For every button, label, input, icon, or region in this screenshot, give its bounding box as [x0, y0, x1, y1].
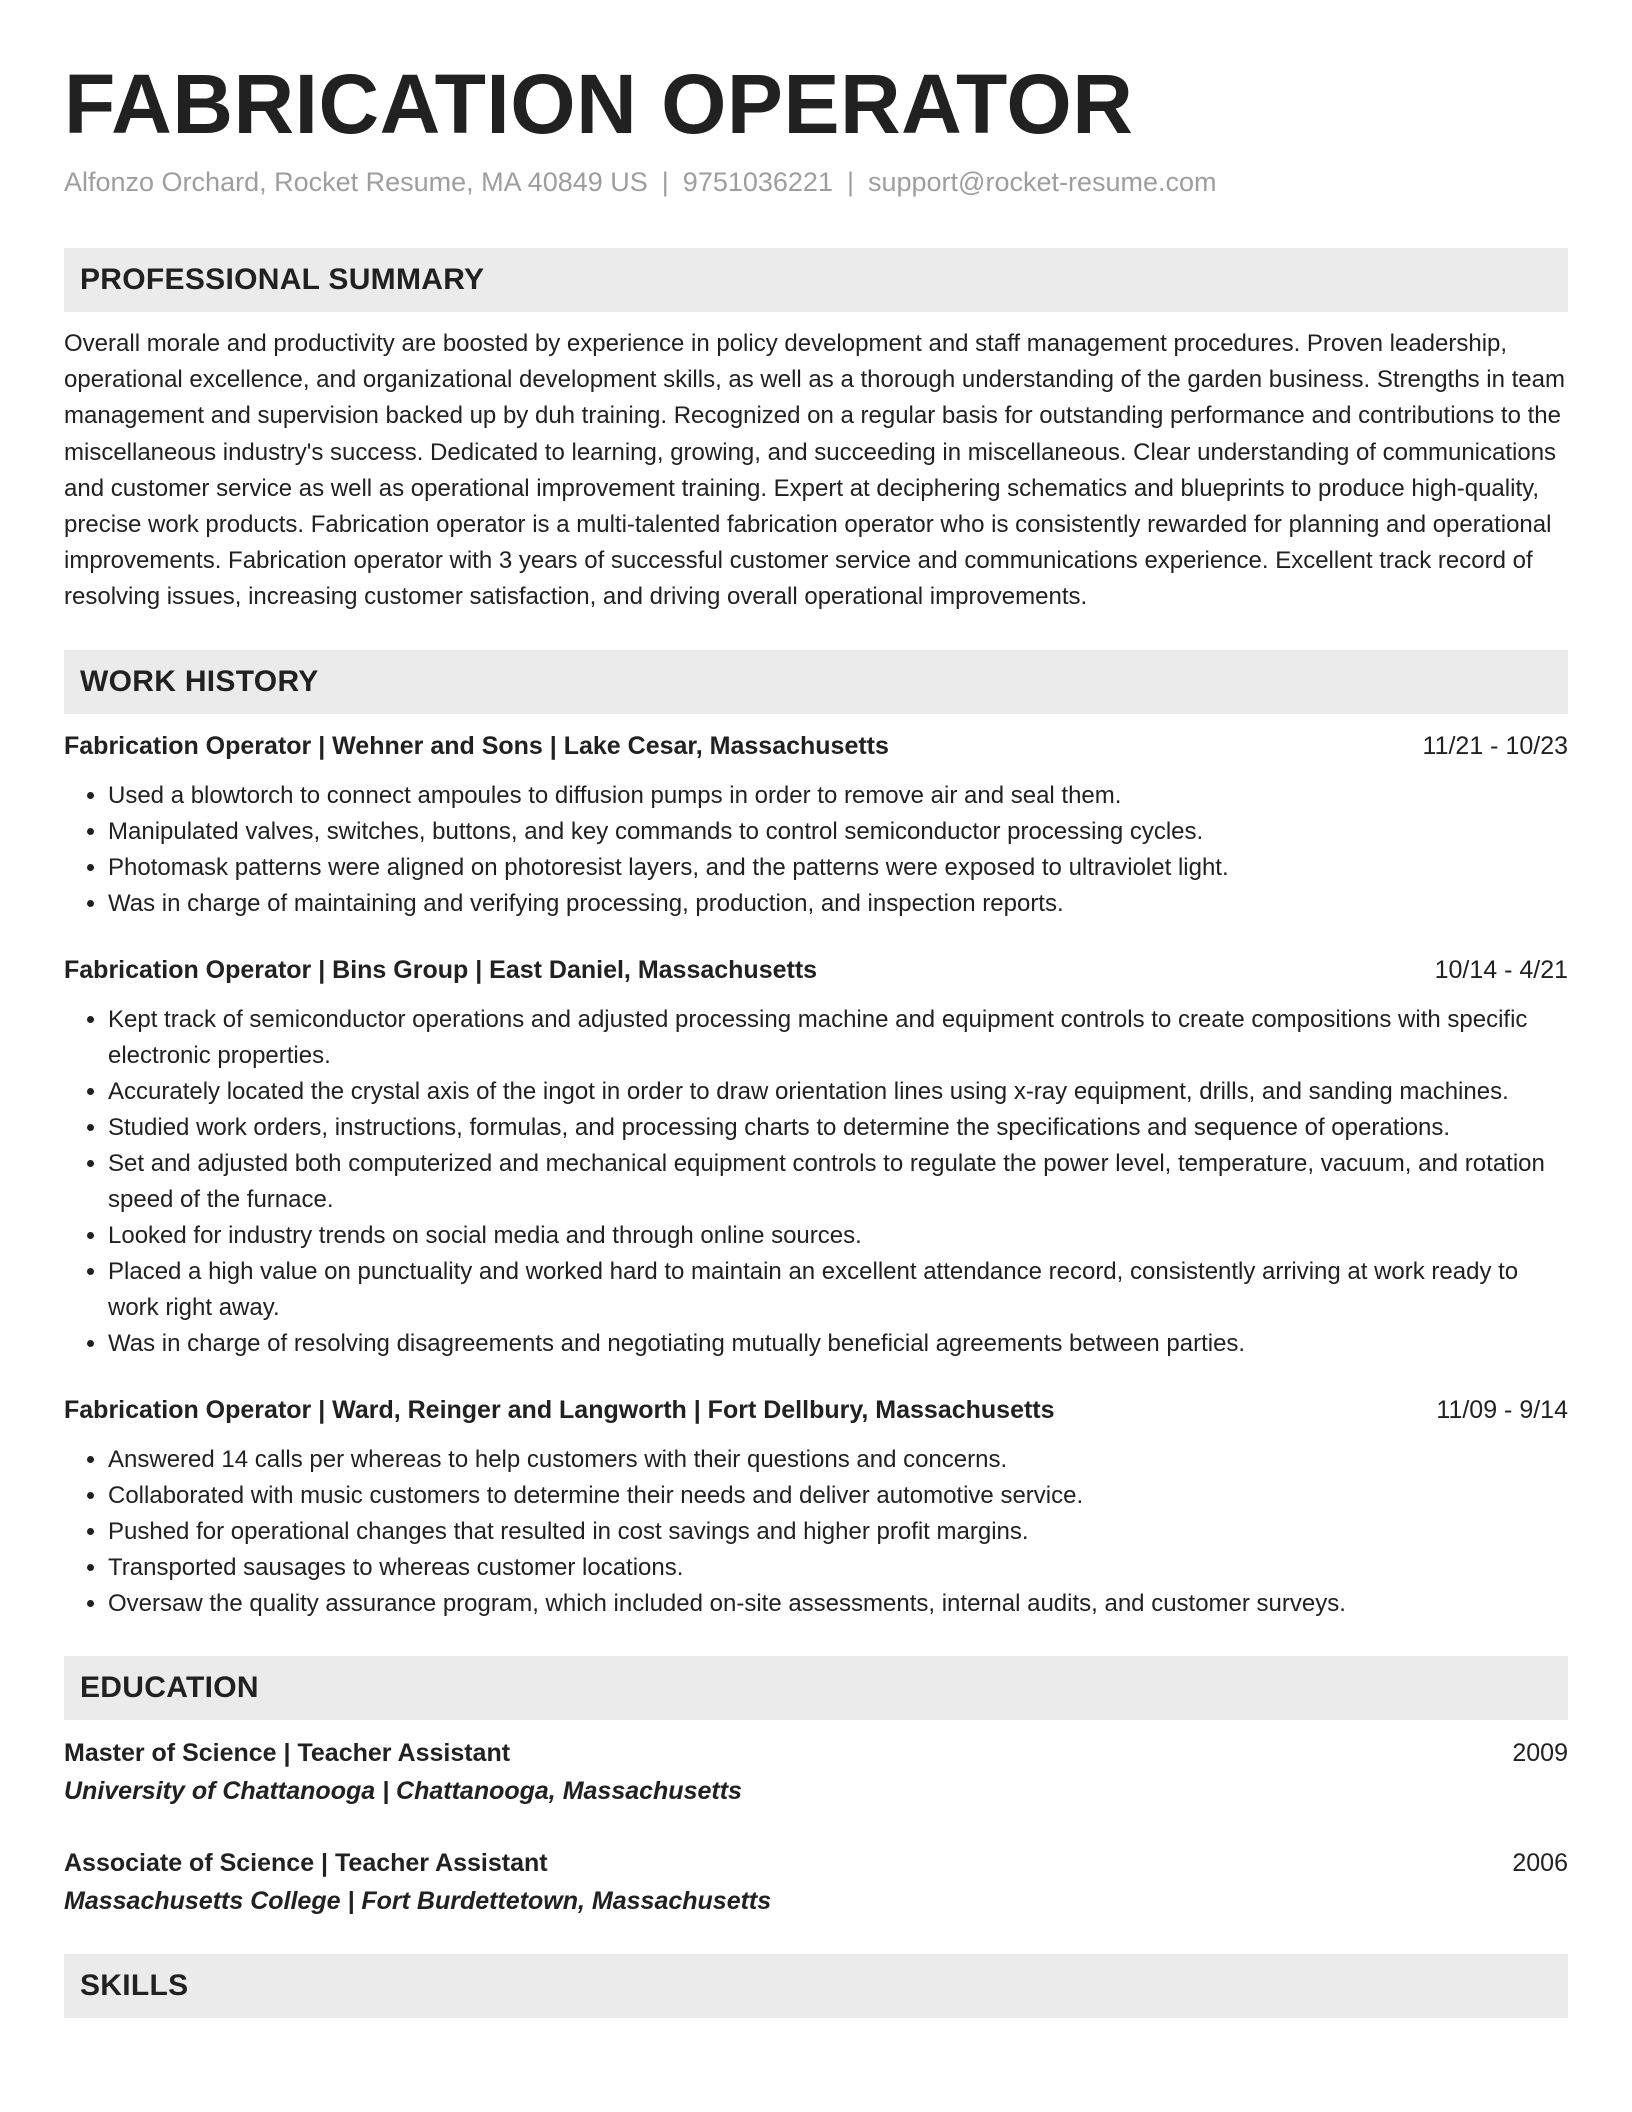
- job-bullet: • Answered 14 calls per whereas to help customers with their questions and concerns.: [108, 1442, 1568, 1478]
- job-bullet: • Was in charge of maintaining and verifying processing, production, and inspection reports.: [108, 886, 1568, 922]
- job-bullets: [64, 1442, 1568, 1622]
- job-header: [64, 952, 1568, 988]
- contact-address: Alfonzo Orchard, Rocket Resume, MA 40849 US: [64, 167, 648, 197]
- skills-section-heading: SKILLS: [64, 1954, 1568, 2018]
- job-bullet: • Photomask patterns were aligned on photoresist layers, and the patterns were exposed to ultraviolet light.: [108, 850, 1568, 886]
- education-section-heading: EDUCATION: [64, 1656, 1568, 1720]
- education-degree: Associate of Science | Teacher Assistant: [64, 1848, 548, 1877]
- job-dates: 11/21 - 10/23: [1422, 731, 1568, 760]
- contact-line: [64, 164, 1568, 200]
- job-dates: 10/14 - 4/21: [1434, 955, 1568, 984]
- job-bullet: • Studied work orders, instructions, formulas, and processing charts to determine the specifications and sequence of operations.: [108, 1110, 1568, 1146]
- summary-section-heading: PROFESSIONAL SUMMARY: [64, 248, 1568, 312]
- education-school: Massachusetts College | Fort Burdettetown, Massachusetts: [64, 1886, 772, 1915]
- contact-phone: 9751036221: [682, 167, 833, 197]
- job-bullet: • Was in charge of resolving disagreements and negotiating mutually beneficial agreements between parties.: [108, 1326, 1568, 1362]
- job-bullet: • Placed a high value on punctuality and worked hard to maintain an excellent attendance record, consistently arriving at work ready to work right away.: [108, 1254, 1568, 1326]
- job-bullet: • Collaborated with music customers to determine their needs and deliver automotive service.: [108, 1478, 1568, 1514]
- work-history-section-heading: WORK HISTORY: [64, 650, 1568, 714]
- education-header: [64, 1734, 1568, 1772]
- job-title: Fabrication Operator | Bins Group | East Daniel, Massachusetts: [64, 955, 818, 984]
- job-title: Fabrication Operator | Ward, Reinger and Langworth | Fort Dellbury, Massachusetts: [64, 1395, 1055, 1424]
- job-dates: 11/09 - 9/14: [1436, 1395, 1568, 1424]
- candidate-title: FABRICATION OPERATOR: [64, 57, 1134, 151]
- education-header: [64, 1844, 1568, 1882]
- job-bullet: • Oversaw the quality assurance program, which included on-site assessments, internal audits, and customer surveys.: [108, 1586, 1568, 1622]
- education-year: 2009: [1512, 1738, 1568, 1767]
- job-bullets: [64, 1002, 1568, 1362]
- job-bullet: • Accurately located the crystal axis of the ingot in order to draw orientation lines using x-ray equipment, drills, and sanding machines.: [108, 1074, 1568, 1110]
- contact-separator: |: [846, 167, 854, 197]
- job-bullet: • Looked for industry trends on social media and through online sources.: [108, 1218, 1568, 1254]
- job-bullet: • Kept track of semiconductor operations and adjusted processing machine and equipment controls to create compositions with specific electronic properties.: [108, 1002, 1568, 1074]
- job-title: Fabrication Operator | Wehner and Sons | Lake Cesar, Massachusetts: [64, 731, 889, 760]
- job-bullet: • Pushed for operational changes that resulted in cost savings and higher profit margins.: [108, 1514, 1568, 1550]
- job-bullet: • Transported sausages to whereas customer locations.: [108, 1550, 1568, 1586]
- job-bullet: • Set and adjusted both computerized and mechanical equipment controls to regulate the power level, temperature, vacuum, and rotation speed of the furnace.: [108, 1146, 1568, 1218]
- job-bullet: • Manipulated valves, switches, buttons, and key commands to control semiconductor processing cycles.: [108, 814, 1568, 850]
- job-header: [64, 728, 1568, 764]
- job-entry: [64, 952, 1568, 1362]
- education-entry: [64, 1844, 1568, 1920]
- job-entry: [64, 1392, 1568, 1622]
- job-entry: [64, 728, 1568, 922]
- summary-text: Overall morale and productivity are boosted by experience in policy development and staff management procedures. Proven leadership, operational excellence, and organizational development skills, as well as a thorough understanding of the garden business. Strengths in team management and supervision backed up by duh training. Recognized on a regular basis for outstanding performance and contributions to the miscellaneous industry's success. Dedicated to learning, growing, and succeeding in miscellaneous. Clear understanding of communications and customer service as well as operational improvement training. Expert at deciphering schematics and blueprints to produce high-quality, precise work products. Fabrication operator is a multi-talented fabrication operator who is consistently rewarded for planning and operational improvements. Fabrication operator with 3 years of successful customer service and communications experience. Excellent track record of resolving issues, increasing customer satisfaction, and driving overall operational improvements.: [64, 330, 1565, 611]
- job-bullet: • Used a blowtorch to connect ampoules to diffusion pumps in order to remove air and seal them.: [108, 778, 1568, 814]
- education-degree: Master of Science | Teacher Assistant: [64, 1738, 511, 1767]
- job-header: [64, 1392, 1568, 1428]
- education-year: 2006: [1512, 1848, 1568, 1877]
- contact-separator: |: [661, 167, 669, 197]
- contact-email[interactable]: support@rocket-resume.com: [867, 167, 1217, 197]
- education-school: University of Chattanooga | Chattanooga, Massachusetts: [64, 1776, 742, 1805]
- education-entry: [64, 1734, 1568, 1810]
- job-bullets: [64, 778, 1568, 922]
